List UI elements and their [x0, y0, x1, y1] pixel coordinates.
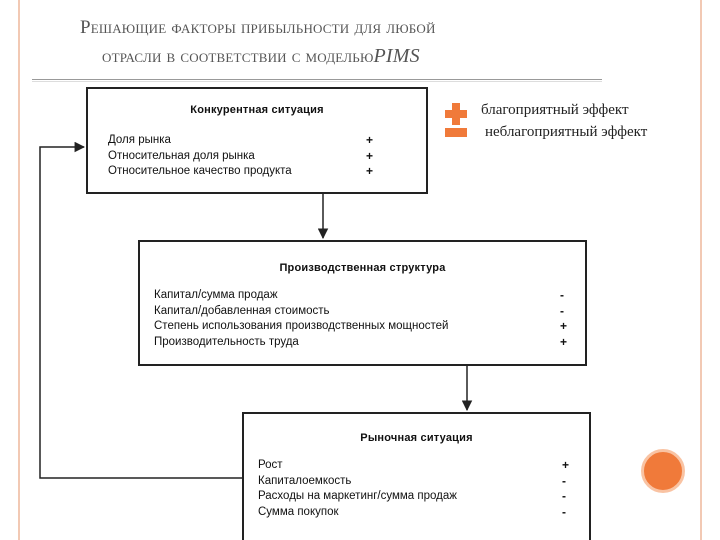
legend-negative-label: неблагоприятный эффект	[485, 124, 648, 140]
factor-label: Капитал/добавленная стоимость	[154, 304, 330, 317]
factor-row	[244, 474, 589, 490]
factor-sign: +	[562, 458, 570, 472]
factor-sign: -	[562, 489, 566, 503]
factor-row	[140, 288, 585, 304]
competitive-situation-title: Конкурентная ситуация	[190, 104, 324, 116]
factor-row	[88, 164, 426, 180]
slide-decoration-circle	[641, 449, 685, 493]
factor-label: Расходы на маркетинг/сумма продаж	[258, 490, 457, 502]
production-structure-box	[138, 240, 587, 366]
factor-label: Рост	[258, 459, 283, 471]
market-situation-title: Рыночная ситуация	[360, 432, 473, 444]
factor-row	[140, 304, 585, 320]
factor-sign: -	[560, 288, 564, 302]
factor-row	[244, 505, 589, 521]
title-line-2-text: отрасли в соответствии с моделью	[102, 46, 374, 67]
factor-row	[88, 149, 426, 165]
title-model: PIMS	[373, 45, 420, 67]
title-line-1: Решающие факторы прибыльности для любой	[80, 17, 436, 38]
competitive-situation-box	[86, 87, 428, 194]
factor-sign: +	[366, 148, 374, 163]
factor-label: Производительность труда	[154, 335, 299, 348]
legend-positive-label: благоприятный эффект	[481, 102, 629, 118]
factor-row	[244, 458, 589, 474]
factor-sign: -	[562, 473, 566, 488]
factor-label: Степень использования производственных мощностей	[154, 320, 449, 332]
factor-sign: +	[560, 334, 568, 349]
factor-sign: +	[366, 164, 374, 178]
factor-sign: -	[560, 303, 564, 318]
factor-label: Капиталоемкость	[258, 474, 352, 487]
market-situation-box	[242, 412, 591, 540]
factor-row	[88, 133, 426, 149]
factor-label: Относительное качество продукта	[108, 165, 292, 177]
factor-label: Доля рынка	[108, 134, 171, 146]
factor-sign: +	[560, 319, 568, 333]
production-structure-title: Производственная структура	[279, 262, 446, 274]
factor-label: Относительная доля рынка	[108, 149, 255, 162]
factor-sign: +	[366, 133, 374, 147]
factor-row	[140, 319, 585, 335]
factor-row	[244, 489, 589, 505]
factor-label: Сумма покупок	[258, 505, 339, 518]
factor-label: Капитал/сумма продаж	[154, 289, 278, 301]
factor-sign: -	[562, 504, 566, 519]
factor-row	[140, 335, 585, 351]
